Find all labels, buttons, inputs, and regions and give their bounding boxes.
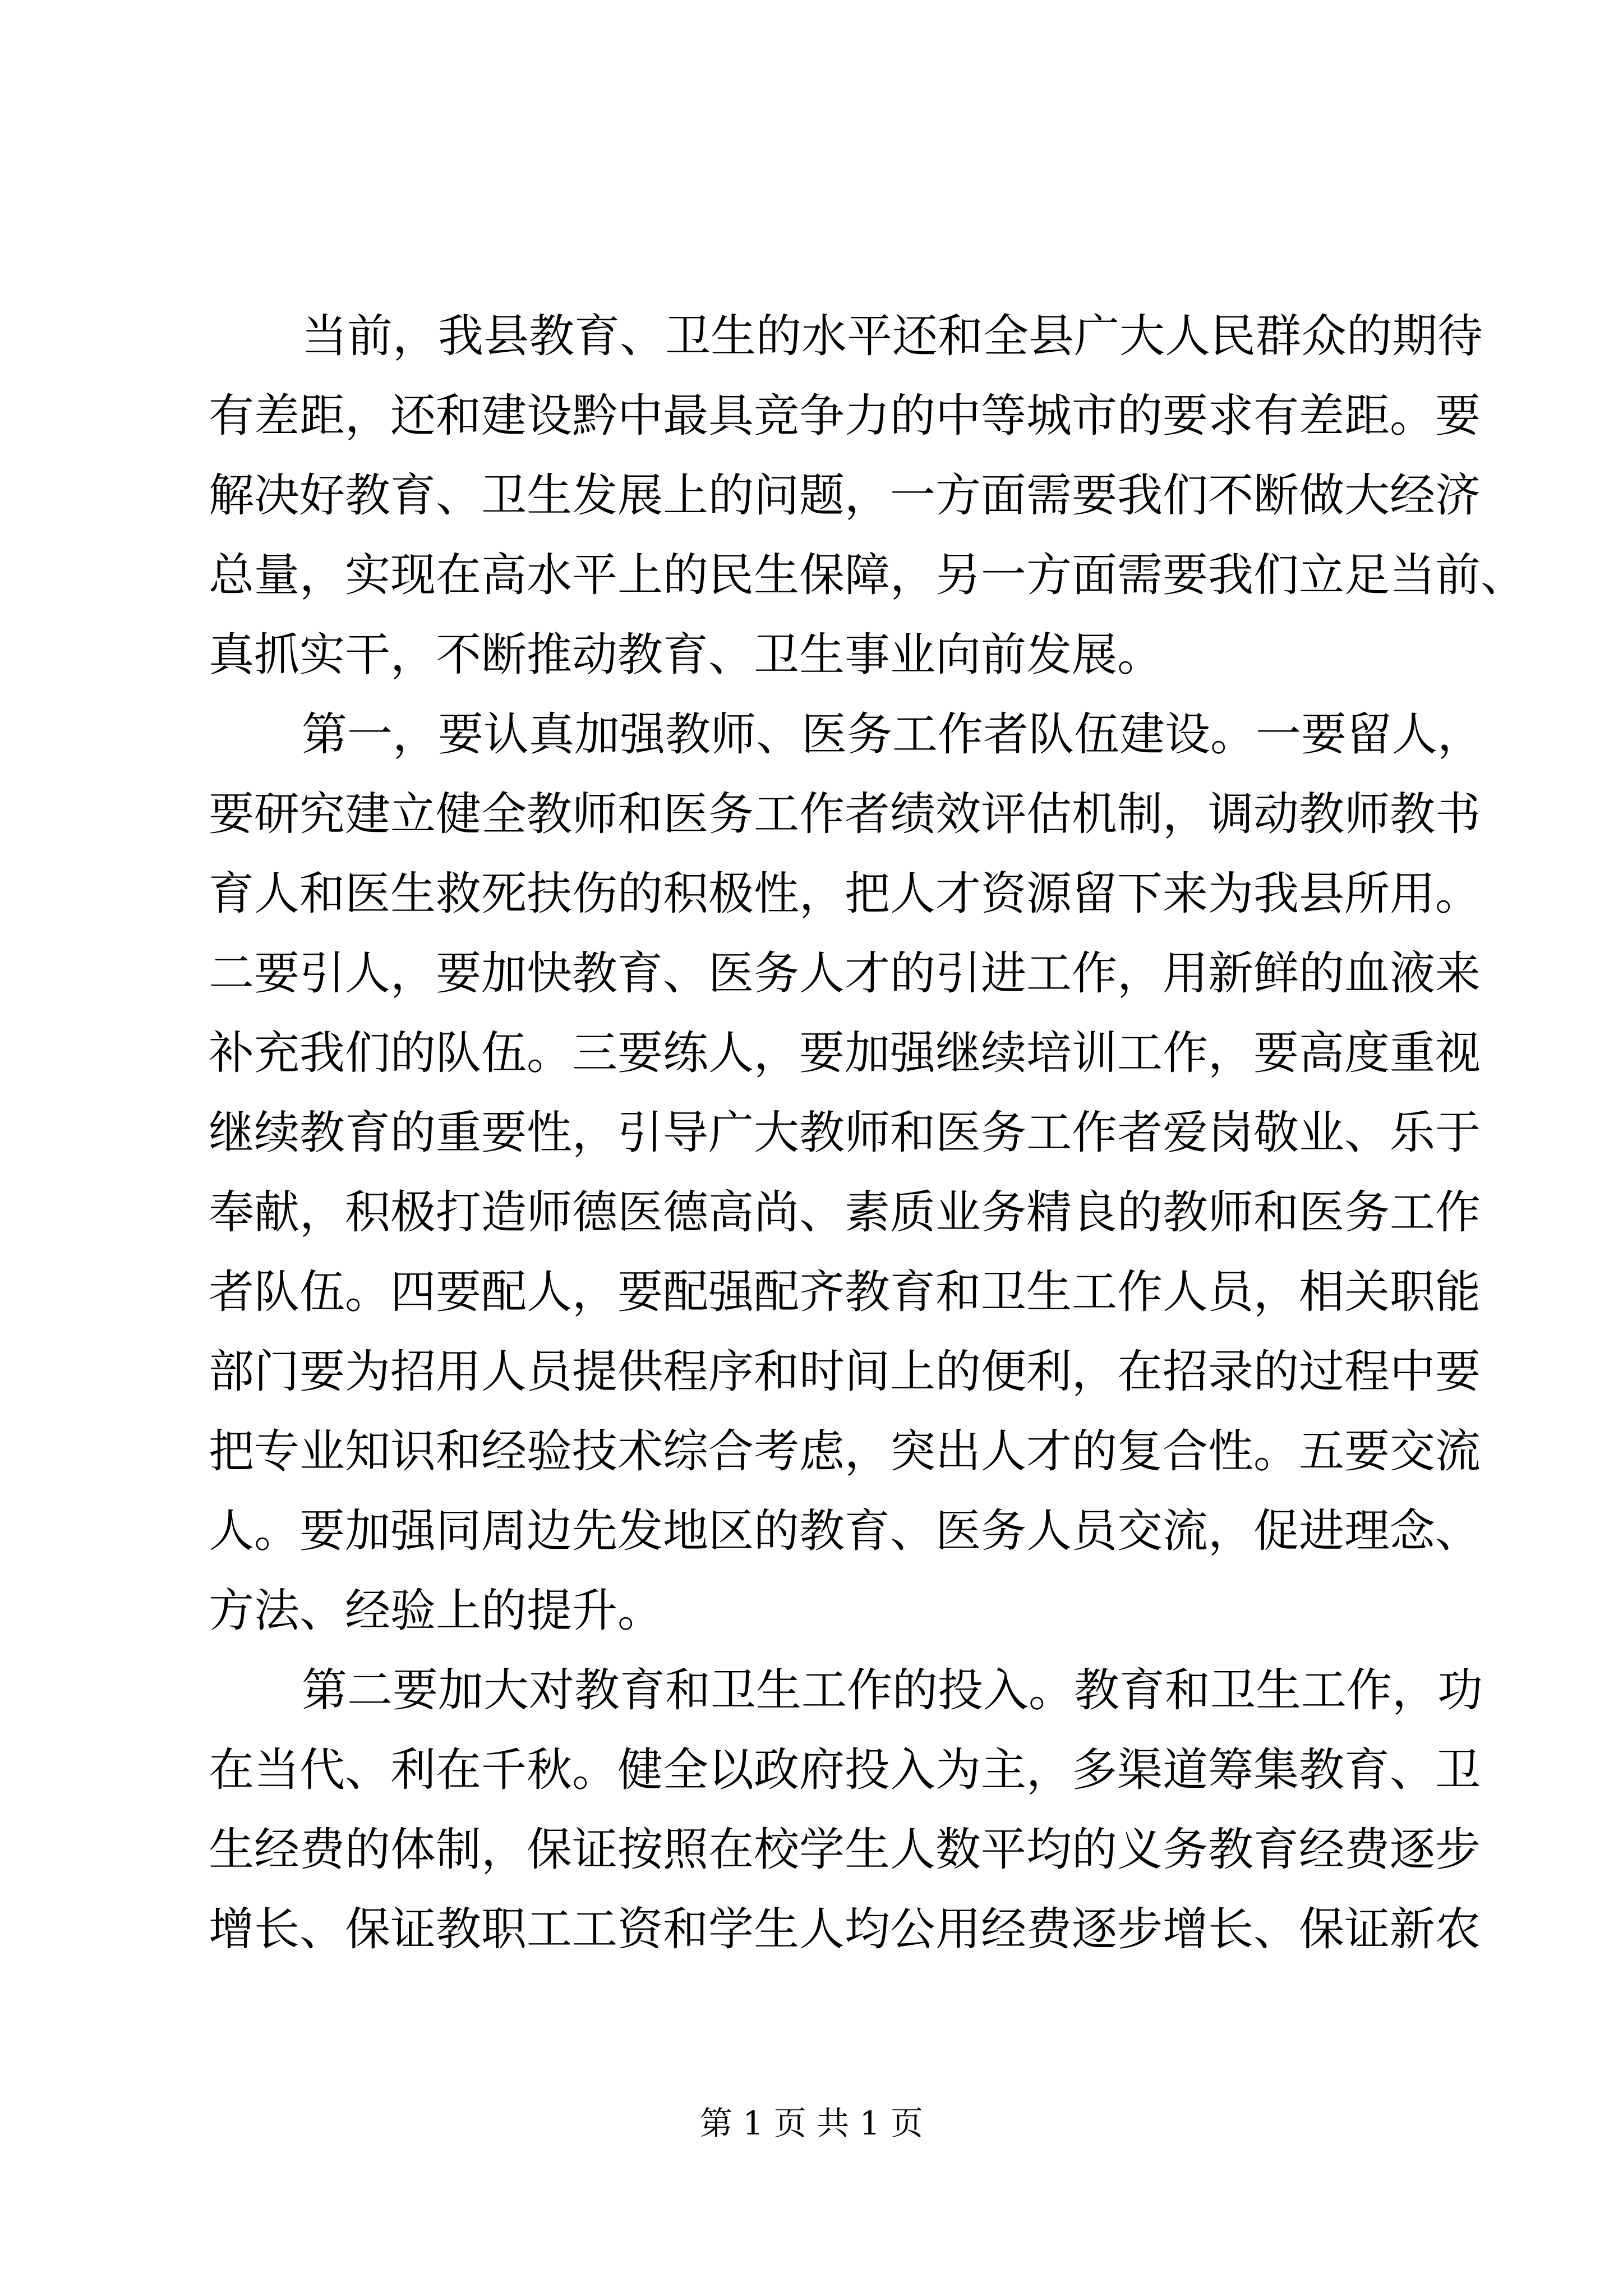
text-line: 奉献，积极打造师德医德高尚、素质业务精良的教师和医务工作 (209, 1186, 1481, 1239)
text-line: 总量，实现在高水平上的民生保障，另一方面需要我们立足当前、 (209, 549, 1527, 602)
text-line: 真抓实干，不断推动教育、卫生事业向前发展。 (209, 629, 1163, 682)
text-line: 人。要加强同周边先发地区的教育、医务人员交流，促进理念、 (209, 1505, 1481, 1558)
text-line: 增长、保证教职工工资和学生人均公用经费逐步增长、保证新农 (209, 1903, 1481, 1956)
text-line: 第二要加大对教育和卫生工作的投入。教育和卫生工作，功 (302, 1664, 1483, 1717)
text-line: 生经费的体制，保证按照在校学生人数平均的义务教育经费逐步 (209, 1824, 1481, 1876)
text-line: 育人和医生救死扶伤的积极性，把人才资源留下来为我县所用。 (209, 868, 1481, 921)
text-line: 在当代、利在千秋。健全以政府投入为主，多渠道筹集教育、卫 (209, 1744, 1481, 1797)
text-line: 当前，我县教育、卫生的水平还和全县广大人民群众的期待 (302, 310, 1483, 363)
text-line: 方法、经验上的提升。 (209, 1585, 663, 1637)
text-line: 要研究建立健全教师和医务工作者绩效评估机制，调动教师教书 (209, 788, 1481, 841)
text-line: 补充我们的队伍。三要练人，要加强继续培训工作，要高度重视 (209, 1027, 1481, 1080)
text-line: 把专业知识和经验技术综合考虑，突出人才的复合性。五要交流 (209, 1425, 1481, 1478)
text-line: 继续教育的重要性，引导广大教师和医务工作者爱岗敬业、乐于 (209, 1107, 1481, 1159)
page-footer: 第 1 页 共 1 页 (700, 2104, 923, 2142)
text-line: 者队伍。四要配人，要配强配齐教育和卫生工作人员，相关职能 (209, 1266, 1481, 1319)
text-line: 二要引人，要加快教育、医务人才的引进工作，用新鲜的血液来 (209, 947, 1481, 1000)
text-line: 解决好教育、卫生发展上的问题，一方面需要我们不断做大经济 (209, 470, 1481, 522)
text-line: 有差距，还和建设黔中最具竞争力的中等城市的要求有差距。要 (209, 390, 1481, 443)
text-line: 部门要为招用人员提供程序和时间上的便利，在招录的过程中要 (209, 1346, 1481, 1398)
text-line: 第一，要认真加强教师、医务工作者队伍建设。一要留人， (302, 708, 1483, 761)
